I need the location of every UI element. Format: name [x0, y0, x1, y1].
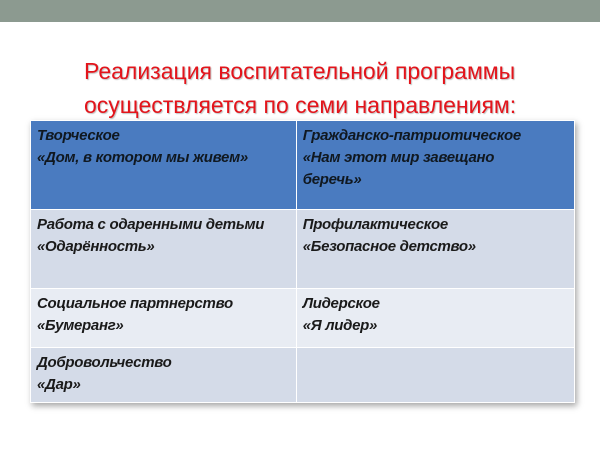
program-name: «Бумеранг» — [37, 317, 124, 334]
direction-name: Профилактическое — [302, 216, 448, 233]
direction-name: Лидерское — [302, 295, 380, 312]
directions-table — [30, 120, 575, 403]
direction-name: Творческое — [37, 127, 120, 144]
table-row — [31, 289, 575, 348]
table-cell-empty — [296, 348, 574, 403]
direction-name: Работа с одаренными детьми — [37, 216, 265, 233]
direction-name: Социальное партнерство — [37, 295, 233, 312]
slide-title-line-2: осуществляется по семи направлениям: — [84, 92, 517, 118]
direction-name: Гражданско-патриотическое — [302, 127, 521, 144]
table-cell — [31, 348, 297, 403]
table-row — [31, 210, 575, 289]
table-cell — [31, 289, 297, 348]
program-name: «Одарённость» — [37, 238, 155, 255]
program-name: «Нам этот мир завещано — [302, 149, 495, 166]
program-name: «Дом, в котором мы живем» — [37, 149, 248, 166]
table-cell — [31, 121, 297, 210]
table-cell — [31, 210, 297, 289]
program-name: «Дар» — [37, 376, 81, 393]
program-name-continued: беречь» — [302, 171, 362, 188]
table-row — [31, 348, 575, 403]
table-row — [31, 121, 575, 210]
top-bar — [0, 0, 600, 22]
table-cell — [296, 121, 574, 210]
table-cell — [296, 289, 574, 348]
slide-title — [84, 54, 594, 122]
direction-name: Добровольчество — [37, 354, 172, 371]
program-name: «Безопасное детство» — [302, 238, 476, 255]
program-name: «Я лидер» — [302, 317, 378, 334]
table-cell — [296, 210, 574, 289]
slide-title-line-1: Реализация воспитательной программы — [84, 58, 516, 84]
